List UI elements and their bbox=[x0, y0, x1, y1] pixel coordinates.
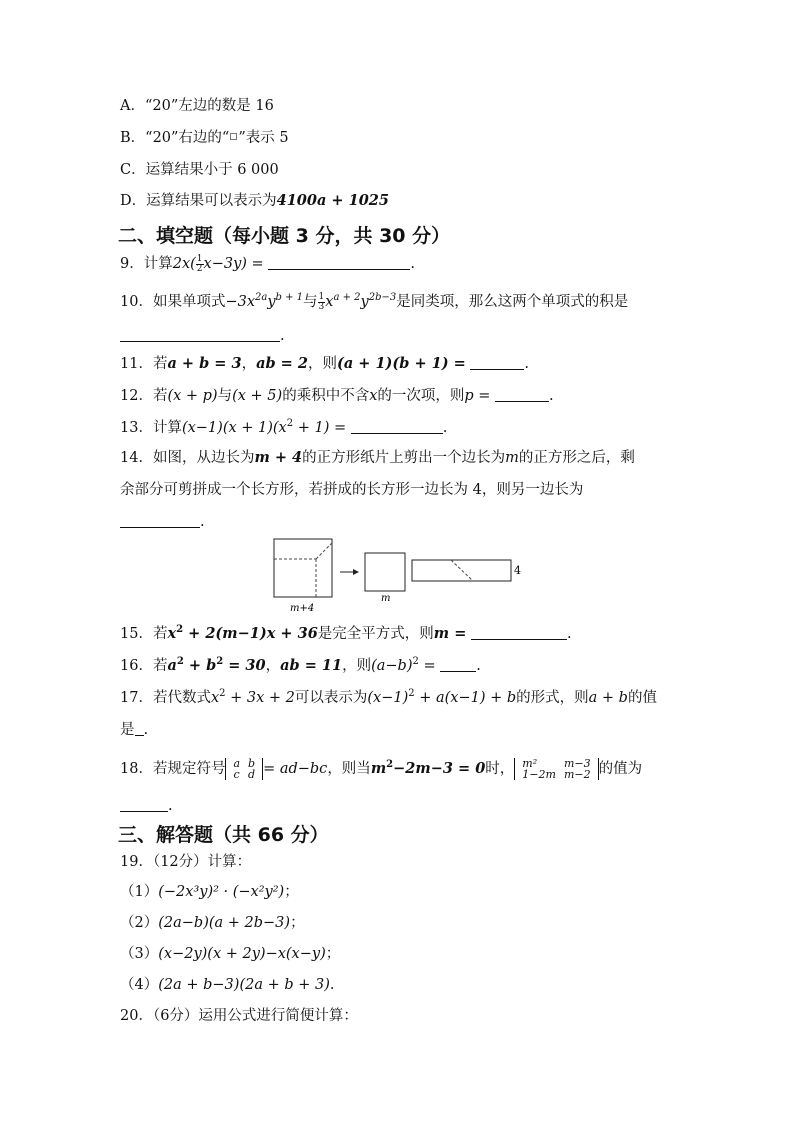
q14-end: . bbox=[200, 514, 205, 530]
q15 bbox=[120, 624, 572, 644]
q16-s1: 2 bbox=[176, 656, 184, 668]
det1-b: b bbox=[248, 757, 256, 770]
q19-item-3-expr: (x−2y)(x + 2y)−x(x−y) bbox=[158, 946, 326, 962]
label-4: 4 bbox=[514, 564, 521, 577]
q16-prefix: 16．若 bbox=[120, 658, 168, 674]
q9-frac-den: 2 bbox=[196, 263, 203, 274]
q16-e1: a bbox=[167, 657, 177, 674]
q16-e2: ab = 11 bbox=[280, 657, 343, 674]
q14-line1 bbox=[120, 448, 635, 468]
q10-exp1: 2a bbox=[255, 292, 268, 304]
q17-mid: 可以表示为 bbox=[294, 690, 368, 706]
q18-mid2: 时， bbox=[485, 761, 515, 777]
q19-item-2-expr: (2a−b)(a + 2b−3) bbox=[158, 915, 291, 931]
q17-suffix: 的值 bbox=[627, 690, 657, 706]
q10-frac-den: 3 bbox=[318, 301, 325, 312]
q16-e1b: + b bbox=[183, 657, 217, 674]
q16-answer-blank[interactable] bbox=[440, 657, 476, 672]
q15-end: . bbox=[566, 626, 572, 642]
q17-answer-blank[interactable] bbox=[135, 721, 144, 736]
q19-item-2-end: ； bbox=[290, 915, 305, 931]
q10-end: . bbox=[280, 328, 285, 344]
det1-c: c bbox=[233, 768, 240, 781]
q10-mid: 与 bbox=[303, 294, 318, 310]
q15-answer-blank[interactable] bbox=[471, 625, 567, 640]
det2-d: m−2 bbox=[563, 768, 591, 781]
q10-frac-num: 1 bbox=[318, 291, 325, 302]
q16-end: . bbox=[476, 658, 481, 674]
q9-fraction bbox=[196, 255, 204, 274]
q10-mono1b: y bbox=[267, 294, 276, 310]
q10-exp2b: 2b−3 bbox=[368, 292, 397, 304]
q16-e3b: = bbox=[418, 658, 436, 674]
q17-line2 bbox=[120, 720, 148, 740]
q18-mid: ，则当 bbox=[327, 761, 371, 777]
q12-var: x bbox=[369, 388, 378, 404]
q11-e2: ab = 2 bbox=[256, 355, 308, 372]
q12-mid2: 的乘积中不含 bbox=[282, 388, 370, 404]
q17-prefix: 17．若代数式 bbox=[120, 690, 211, 706]
section3-title: 三、解答题（共 66 分） bbox=[118, 824, 329, 846]
q10-exp1b: b + 1 bbox=[275, 292, 304, 304]
q14-e2: m bbox=[505, 450, 519, 466]
q10-exp2: a + 2 bbox=[333, 292, 361, 304]
q18-s2: 2 bbox=[386, 759, 394, 771]
q20-head: 20．（6分）运用公式进行简便计算： bbox=[120, 1008, 358, 1024]
q16 bbox=[120, 656, 481, 676]
q10-suffix: 是同类项，那么这两个单项式的积是 bbox=[396, 294, 629, 310]
q17-line2-text: 是 bbox=[120, 722, 135, 738]
q19-item-4-num: （4） bbox=[120, 977, 159, 993]
q17-e1: x bbox=[210, 690, 220, 706]
q14-line2: 余部分可剪拼成一个长方形，若拼成的长方形一边长为 4，则另一边长为 bbox=[120, 482, 584, 498]
q15-mid: 是完全平方式，则 bbox=[317, 626, 434, 642]
q15-s1: 2 bbox=[176, 624, 184, 636]
q17-e2: (x−1) bbox=[367, 690, 409, 706]
q18-line2 bbox=[120, 796, 173, 816]
option-b-suffix: ”表示 5 bbox=[238, 130, 289, 146]
q19-item-3 bbox=[120, 944, 340, 964]
q12-e3: p = bbox=[464, 388, 491, 404]
q19-item-2 bbox=[120, 913, 305, 933]
det1-a: a bbox=[233, 757, 241, 770]
label-m: m bbox=[381, 593, 391, 604]
q11-sep: ， bbox=[241, 356, 257, 372]
q19-item-2-num: （2） bbox=[120, 915, 159, 931]
q15-e1: x bbox=[167, 625, 177, 642]
q18-end: . bbox=[168, 798, 173, 814]
q14-line3 bbox=[120, 512, 205, 532]
q17-mid2: 的形式，则 bbox=[516, 690, 589, 706]
q17-e3: a + b bbox=[588, 690, 628, 706]
q16-mid: ，则 bbox=[342, 658, 372, 674]
option-b bbox=[120, 128, 289, 148]
q11-end: . bbox=[524, 356, 530, 372]
option-d-prefix: D．运算结果可以表示为 bbox=[120, 193, 277, 209]
q12 bbox=[120, 386, 554, 406]
q18 bbox=[120, 758, 642, 780]
q19-item-4 bbox=[120, 975, 334, 995]
q13-answer-blank[interactable] bbox=[351, 419, 443, 434]
q13-prefix: 13．计算 bbox=[120, 420, 182, 436]
q13-sup: 2 bbox=[286, 418, 294, 430]
q10-prefix: 10．如果单项式 bbox=[120, 294, 226, 310]
q11-answer-blank[interactable] bbox=[470, 355, 524, 370]
small-square-icon bbox=[230, 133, 237, 140]
option-d-expr: 4100a + 1025 bbox=[276, 192, 389, 209]
q11 bbox=[120, 354, 529, 374]
q18-prefix: 18．若规定符号 bbox=[120, 761, 226, 777]
q16-e1c: = 30 bbox=[223, 657, 266, 674]
q16-sep: ， bbox=[265, 658, 281, 674]
long-rectangle bbox=[412, 560, 511, 581]
big-square bbox=[274, 539, 332, 597]
q19-item-3-num: （3） bbox=[120, 946, 159, 962]
q19-item-4-end: . bbox=[329, 977, 335, 993]
q18-answer-blank[interactable] bbox=[120, 797, 168, 812]
q19-item-3-end: ； bbox=[325, 946, 341, 962]
q17-s2: 2 bbox=[408, 688, 415, 700]
q9-expr: 2x( bbox=[172, 256, 196, 272]
q18-eq1: = ad−bc bbox=[263, 761, 328, 777]
q17-e1b: + 3x + 2 bbox=[225, 690, 295, 706]
det1-d: d bbox=[248, 768, 256, 781]
q16-s3: 2 bbox=[412, 656, 419, 668]
q10-mono2: x bbox=[325, 294, 334, 310]
q14-answer-blank[interactable] bbox=[120, 513, 200, 528]
q19-head: 19．（12分）计算： bbox=[120, 854, 252, 870]
q16-s2: 2 bbox=[216, 656, 224, 668]
q12-answer-blank[interactable] bbox=[495, 387, 549, 402]
big-square-dash-diag bbox=[316, 543, 332, 559]
q10-line2 bbox=[120, 326, 285, 346]
q19-item-1-num: （1） bbox=[120, 884, 159, 900]
q10-mono1: −3x bbox=[225, 294, 256, 310]
q15-e2: m = bbox=[433, 625, 467, 642]
q10-answer-blank[interactable] bbox=[120, 327, 280, 342]
q19-item-1 bbox=[120, 882, 299, 902]
q14-text1: 14．如图，从边长为 bbox=[120, 450, 255, 466]
q12-end: . bbox=[549, 388, 554, 404]
option-d bbox=[120, 191, 389, 211]
label-m-plus-4: m+4 bbox=[290, 603, 315, 614]
det2-b: m−3 bbox=[563, 757, 591, 770]
section2-title: 二、填空题（每小题 3 分，共 30 分） bbox=[118, 225, 451, 247]
q11-e1: a + b = 3 bbox=[167, 355, 242, 372]
q16-e3: (a−b) bbox=[371, 658, 413, 674]
q9-answer-blank[interactable] bbox=[268, 255, 410, 270]
q14-text1b: 的正方形纸片上剪出一个边长为 bbox=[302, 450, 506, 466]
q17-s1: 2 bbox=[219, 688, 226, 700]
q12-e2: (x + 5) bbox=[232, 388, 283, 404]
q18-det1 bbox=[225, 758, 263, 780]
q19-item-4-expr: (2a + b−3)(2a + b + 3) bbox=[158, 977, 330, 993]
option-a: A．“20”左边的数是 16 bbox=[120, 98, 274, 114]
q14-text1c: 的正方形之后，剩 bbox=[518, 450, 635, 466]
q11-prefix: 11．若 bbox=[120, 356, 168, 372]
q12-e1: (x + p) bbox=[167, 388, 218, 404]
q14-e1: m + 4 bbox=[254, 449, 303, 466]
q10 bbox=[120, 292, 628, 312]
q11-e3: (a + 1)(b + 1) = bbox=[336, 355, 466, 372]
q12-prefix: 12．若 bbox=[120, 388, 168, 404]
q13 bbox=[120, 418, 447, 438]
small-square bbox=[365, 553, 405, 591]
q9-expr2: x−3y) = bbox=[203, 256, 264, 272]
det2-c: 1−2m bbox=[522, 768, 556, 781]
q13-end: . bbox=[442, 420, 448, 436]
q14-figure bbox=[268, 534, 528, 616]
q17-e2b: + a(x−1) + b bbox=[414, 690, 517, 706]
q18-e2: m bbox=[370, 760, 387, 777]
q18-det2 bbox=[514, 758, 598, 780]
q17-end: . bbox=[143, 722, 149, 738]
q9 bbox=[120, 254, 415, 274]
q13-expr: (x−1)(x + 1)(x bbox=[181, 420, 287, 436]
option-c: C．运算结果小于 6 000 bbox=[120, 162, 279, 178]
q9-prefix: 9．计算 bbox=[120, 256, 173, 272]
q9-end: . bbox=[410, 256, 415, 272]
q10-mono2b: y bbox=[360, 294, 369, 310]
q19-item-1-expr: (−2x³y)² · (−x²y²) bbox=[158, 884, 285, 900]
q9-frac-num: 1 bbox=[196, 253, 203, 264]
q15-prefix: 15．若 bbox=[120, 626, 168, 642]
q17 bbox=[120, 688, 657, 708]
q13-expr2: + 1) = bbox=[293, 420, 347, 436]
arrow-right-icon bbox=[353, 569, 359, 575]
q19-item-1-end: ； bbox=[284, 884, 299, 900]
q18-e2b: −2m−3 = 0 bbox=[393, 760, 486, 777]
q15-e1b: + 2(m−1)x + 36 bbox=[183, 625, 318, 642]
q12-mid1: 与 bbox=[217, 388, 233, 404]
rectangle-dash bbox=[451, 560, 473, 581]
q12-mid3: 的一次项，则 bbox=[377, 388, 465, 404]
q11-mid: ，则 bbox=[307, 356, 337, 372]
option-b-prefix: B．“20”右边的“ bbox=[120, 130, 230, 146]
det2-a: m² bbox=[522, 757, 538, 770]
q18-suffix: 的值为 bbox=[598, 761, 643, 777]
